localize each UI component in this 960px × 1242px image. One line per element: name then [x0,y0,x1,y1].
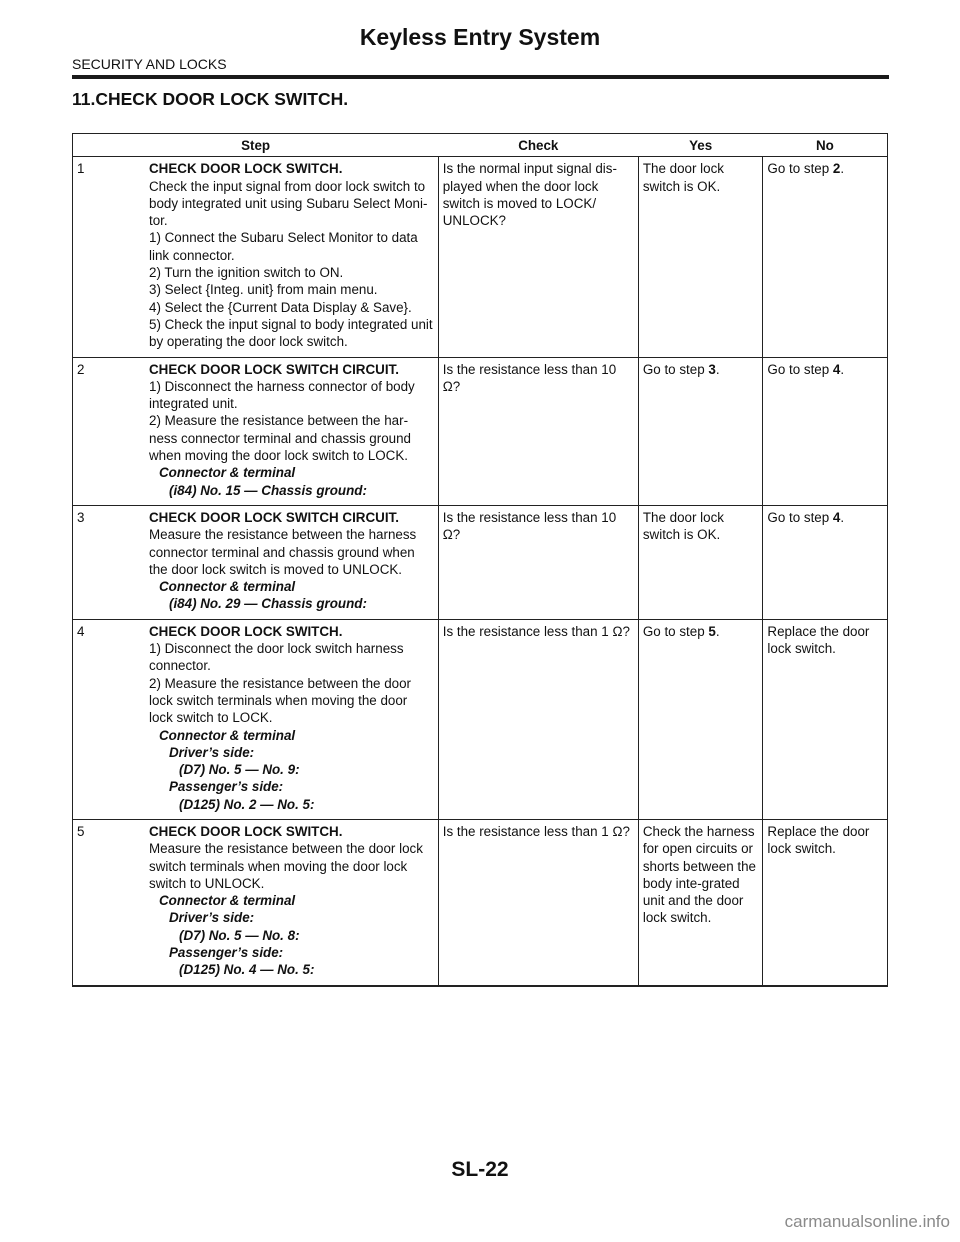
step-instruction: 2) Measure the resistance between the har-ness connector terminal and chassis ground when moving the door lock switch to LOCK. [149,413,412,464]
yes-text: The door lock switch is OK. [642,161,724,194]
step-title: CHECK DOOR LOCK SWITCH CIRCUIT. [149,509,399,525]
spec-line: Connector & terminal [159,465,296,481]
spec-line: Connector & terminal [159,893,296,909]
table-row [73,819,888,985]
step-instruction: 2) Turn the ignition switch to ON. [149,265,344,281]
spec-line: (D125) No. 4 — No. 5: [179,962,315,978]
step-instruction: Measure the resistance between the door lock switch terminals when moving the door lock switch to UNLOCK. [149,841,423,891]
header-step: Step [73,134,439,157]
spec-line: Driver’s side: [169,910,255,926]
step-number: 2 [77,361,85,377]
step-instruction: Measure the resistance between the harness connector terminal and chassis ground when the door lock switch is moved to UNLOCK. [149,527,417,577]
spec-line: (D7) No. 5 — No. 8: [179,927,300,943]
step-number: 5 [77,823,85,839]
check-cell: Is the normal input signal dis-played when the door lock switch is moved to LOCK/ UNLOCK? [438,157,638,357]
yes-step-ref: 3 [708,361,716,377]
yes-cell [638,357,763,505]
no-suffix: . [840,161,845,177]
step-instruction: 1) Disconnect the harness connector of body integrated unit. [149,378,415,412]
no-cell [763,819,888,985]
watermark: carmanualsonline.info [784,1212,950,1231]
page-number: SL-22 [451,1158,509,1181]
step-body [149,823,434,979]
step-number: 3 [77,509,85,525]
no-cell [763,619,888,819]
no-cell [763,505,888,619]
no-text: Replace the door lock switch. [767,623,870,657]
spec-line: Passenger’s side: [169,945,284,961]
table-row [73,505,888,619]
step-title: CHECK DOOR LOCK SWITCH. [149,161,343,177]
step-body [149,509,434,613]
check-cell: Is the resistance less than 10 Ω? [438,505,638,619]
step-body [149,623,434,813]
no-cell [763,157,888,357]
check-cell: Is the resistance less than 1 Ω? [438,619,638,819]
yes-cell [638,505,763,619]
yes-text: The door lock switch is OK. [642,509,724,543]
no-step-ref: 4 [832,509,841,525]
no-text: Replace the door lock switch. [767,823,870,857]
yes-cell [638,157,763,357]
yes-cell [638,819,763,985]
header-check: Check [438,134,638,157]
step-cell [73,357,439,505]
diagnosis-table [72,133,888,987]
no-step-ref: 2 [832,161,841,177]
yes-cell [638,619,763,819]
spec-line: (D125) No. 2 — No. 5: [179,796,315,812]
spec-line: Driver’s side: [169,744,255,760]
step-title: CHECK DOOR LOCK SWITCH. [149,823,343,839]
header-no: No [763,134,888,157]
step-body [149,160,434,350]
step-title: CHECK DOOR LOCK SWITCH CIRCUIT. [149,361,399,377]
step-instruction: 1) Connect the Subaru Select Monitor to data link connector. [149,230,418,263]
yes-suffix: . [715,623,720,639]
no-step-ref: 4 [832,361,841,377]
header-rule [72,75,889,79]
yes-text: Go to step [642,623,709,639]
yes-suffix: . [715,361,720,377]
step-instruction: 5) Check the input signal to body integrated unit by operating the door lock switch. [149,316,433,350]
no-text: Go to step [767,509,833,525]
spec-line: Connector & terminal [159,727,296,743]
section-label: SECURITY AND LOCKS [72,56,227,72]
step-cell [73,619,439,819]
step-instruction: 2) Measure the resistance between the door lock switch terminals when moving the door lock switch to LOCK. [149,675,412,726]
step-instruction: Check the input signal from door lock switch to body integrated unit using Subaru Select Moni-tor. [149,178,428,229]
step-body [149,361,434,499]
step-cell [73,819,439,985]
table-header-row [73,134,888,157]
no-text: Go to step [767,161,833,177]
step-number: 1 [77,161,85,177]
check-cell: Is the resistance less than 1 Ω? [438,819,638,985]
spec-line: Passenger’s side: [169,779,284,795]
step-title: CHECK DOOR LOCK SWITCH. [149,623,343,639]
spec-line: (i84) No. 29 — Chassis ground: [169,596,367,612]
step-instruction: 4) Select the {Current Data Display & Save}. [149,299,412,315]
step-cell [73,505,439,619]
no-suffix: . [840,509,845,525]
procedure-title: 11.CHECK DOOR LOCK SWITCH. [72,89,349,109]
page-title: Keyless Entry System [359,24,601,50]
step-instruction: 3) Select {Integ. unit} from main menu. [149,282,378,298]
header-yes: Yes [638,134,763,157]
yes-text: Check the harness for open circuits or shorts between the body inte-grated unit and the door lock switch. [642,823,757,926]
table-row [73,357,888,505]
step-number: 4 [77,623,85,639]
step-cell [73,157,439,357]
spec-line: (i84) No. 15 — Chassis ground: [169,482,367,498]
table-row [73,157,888,357]
step-instruction: 1) Disconnect the door lock switch harness connector. [149,641,404,674]
check-cell: Is the resistance less than 10 Ω? [438,357,638,505]
yes-text: Go to step [642,361,709,377]
table-row [73,619,888,819]
no-suffix: . [840,361,845,377]
no-cell [763,357,888,505]
spec-line: Connector & terminal [159,579,296,595]
no-text: Go to step [767,361,833,377]
yes-step-ref: 5 [708,623,716,639]
spec-line: (D7) No. 5 — No. 9: [179,762,300,778]
